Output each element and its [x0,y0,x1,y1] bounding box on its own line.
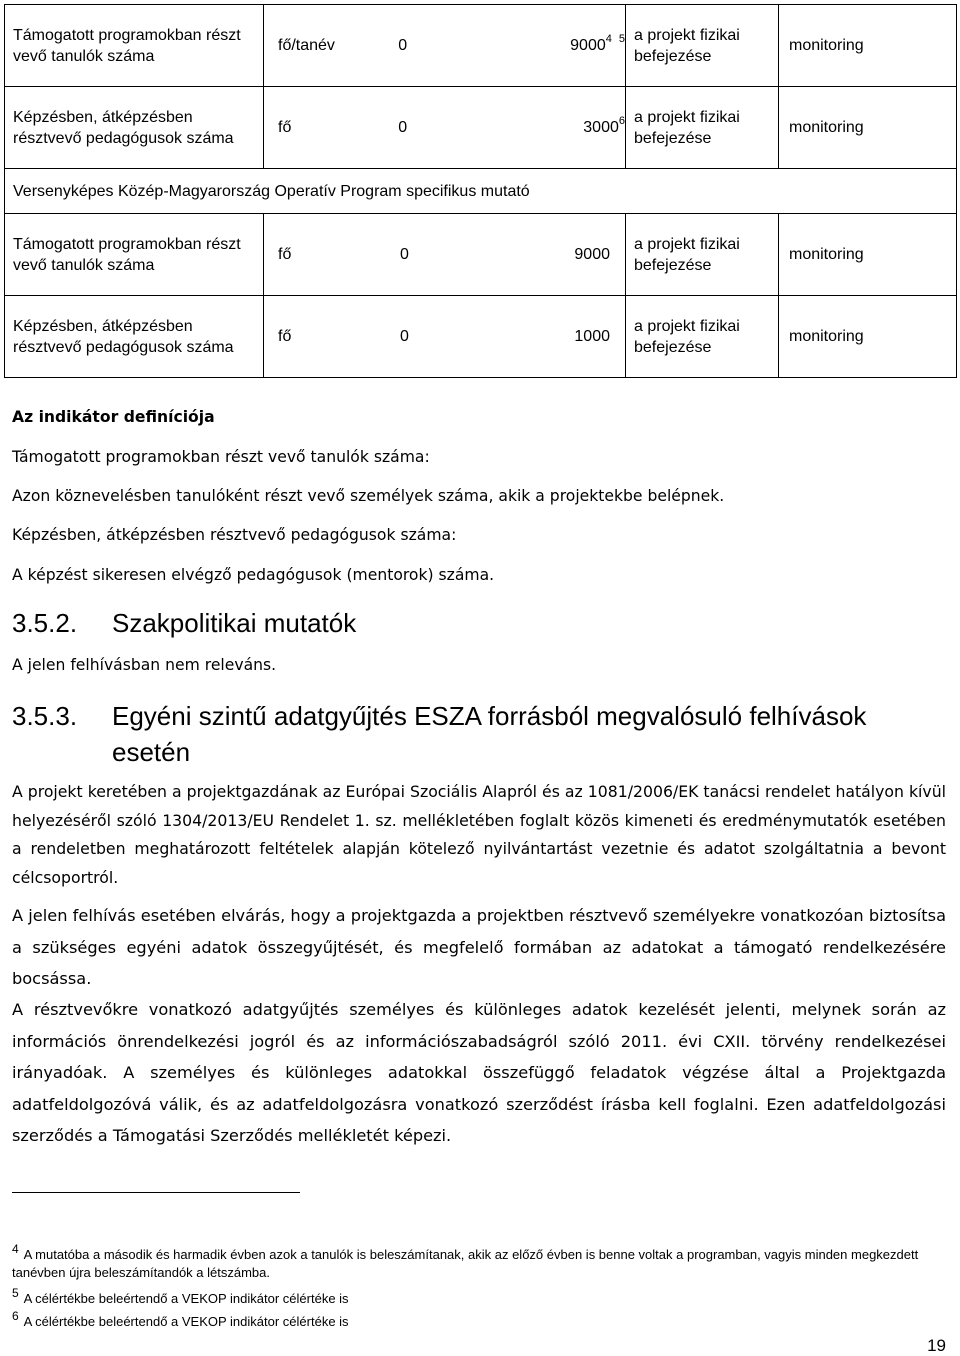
base-value: 0 [398,37,408,54]
base-value: 0 [400,246,409,263]
data-source: monitoring [779,87,957,169]
time-of-measure: a projekt fizikai befejezése [626,296,779,378]
definition-label: Képzésben, átképzésben résztvevő pedagógusok száma: [12,526,457,544]
indicator-name: Támogatott programokban részt vevő tanulók száma [5,214,264,296]
definition-text: Azon köznevelésben tanulóként részt vevő személyek száma, akik a projektekbe belépnek. [12,487,725,505]
footnote-separator [12,1192,300,1193]
target-value: 3000$^6$ [583,114,625,136]
paragraph: A résztvevőkre vonatkozó adatgyűjtés személyes és különleges adatok kezelését jelenti, melynek során az információs önrendelkezési jogról és az információszabadságról szóló 2011. évi CXII. törvény rendelkezései irányadóak. A személyes és különleges adatokkal összefüggő feladatok végzése által a Projektgazda adatfeldolgozóvá válik, és az adatfeldolgozásra vonatkozó szerződést írásba kell foglalni. Ezen adatfeldolgozási szerződés a Támogatási Szerződés mellékletét képezi. [12,1000,946,1145]
paragraph: A jelen felhívás esetében elvárás, hogy a projektgazda a projektben résztvevő személyekre vonatkozóan biztosítsa a szükséges egyéni adatok összegyűjtését, és megfelelő formában az adatokat a támogató rendelkezésére bocsássa. [12,906,946,988]
unit: fő [278,119,292,136]
footnote: 4 A mutatóba a második és harmadik évben azok a tanulók is beleszámítanak, akik az előző évben is benne voltak a programban, vagyis minden megkezdett tanévben újra beleszámítandók a létszámba. [12,1242,919,1280]
section-heading: 3.5.2. Szakpolitikai mutatók [12,608,357,638]
table-row [5,5,957,87]
unit: fő/tanév [278,37,335,54]
unit: fő [278,246,292,263]
data-source: monitoring [779,5,957,87]
time-of-measure: a projekt fizikai befejezése [626,214,779,296]
data-source: monitoring [779,214,957,296]
target-value: 9000$^4$ $^5$ [570,32,625,54]
definition-heading: Az indikátor definíciója [12,408,215,426]
table-row [5,87,957,169]
indicator-name: Támogatott programokban részt vevő tanulók száma [5,5,264,87]
definition-label: Támogatott programokban részt vevő tanulók száma: [12,448,430,466]
base-value: 0 [398,119,408,136]
footnote: 6 A célértékbe beleértendő a VEKOP indikátor célértéke is [12,1309,349,1329]
indicator-table [4,4,957,378]
paragraph: A projekt keretében a projektgazdának az Európai Szociális Alapról és az 1081/2006/EK tanácsi rendelet hatályon kívül helyezéséről szóló 1304/2013/EU Rendelet 1. sz. mellékletében foglalt közös kimeneti és eredménymutatók esetében a rendeletben meghatározott feltételek alapján kötelező nyilvántartást vezetnie és adatot szolgáltatnia a bevont célcsoportról. [12,782,946,887]
target-value: 9000 [574,246,610,263]
table-row [5,214,957,296]
time-of-measure: a projekt fizikai befejezése [626,5,779,87]
table-row [5,296,957,378]
base-value: 0 [400,328,409,345]
data-source: monitoring [779,296,957,378]
section-text: A jelen felhívásban nem releváns. [12,656,277,674]
program-label: Versenyképes Közép-Magyarország Operatív Program specifikus mutató [5,169,957,214]
section-heading: 3.5.3. Egyéni szintű adatgyűjtés ESZA forrásból megvalósuló felhívások esetén [12,701,867,767]
indicator-name: Képzésben, átképzésben résztvevő pedagógusok száma [5,87,264,169]
footnote: 5 A célértékbe beleértendő a VEKOP indikátor célértéke is [12,1286,349,1306]
indicator-name: Képzésben, átképzésben résztvevő pedagógusok száma [5,296,264,378]
time-of-measure: a projekt fizikai befejezése [626,87,779,169]
target-value: 1000 [574,328,610,345]
unit: fő [278,328,292,345]
program-row [5,169,957,214]
definition-text: A képzést sikeresen elvégző pedagógusok (mentorok) száma. [12,566,495,584]
page-number: 19 [927,1336,946,1355]
